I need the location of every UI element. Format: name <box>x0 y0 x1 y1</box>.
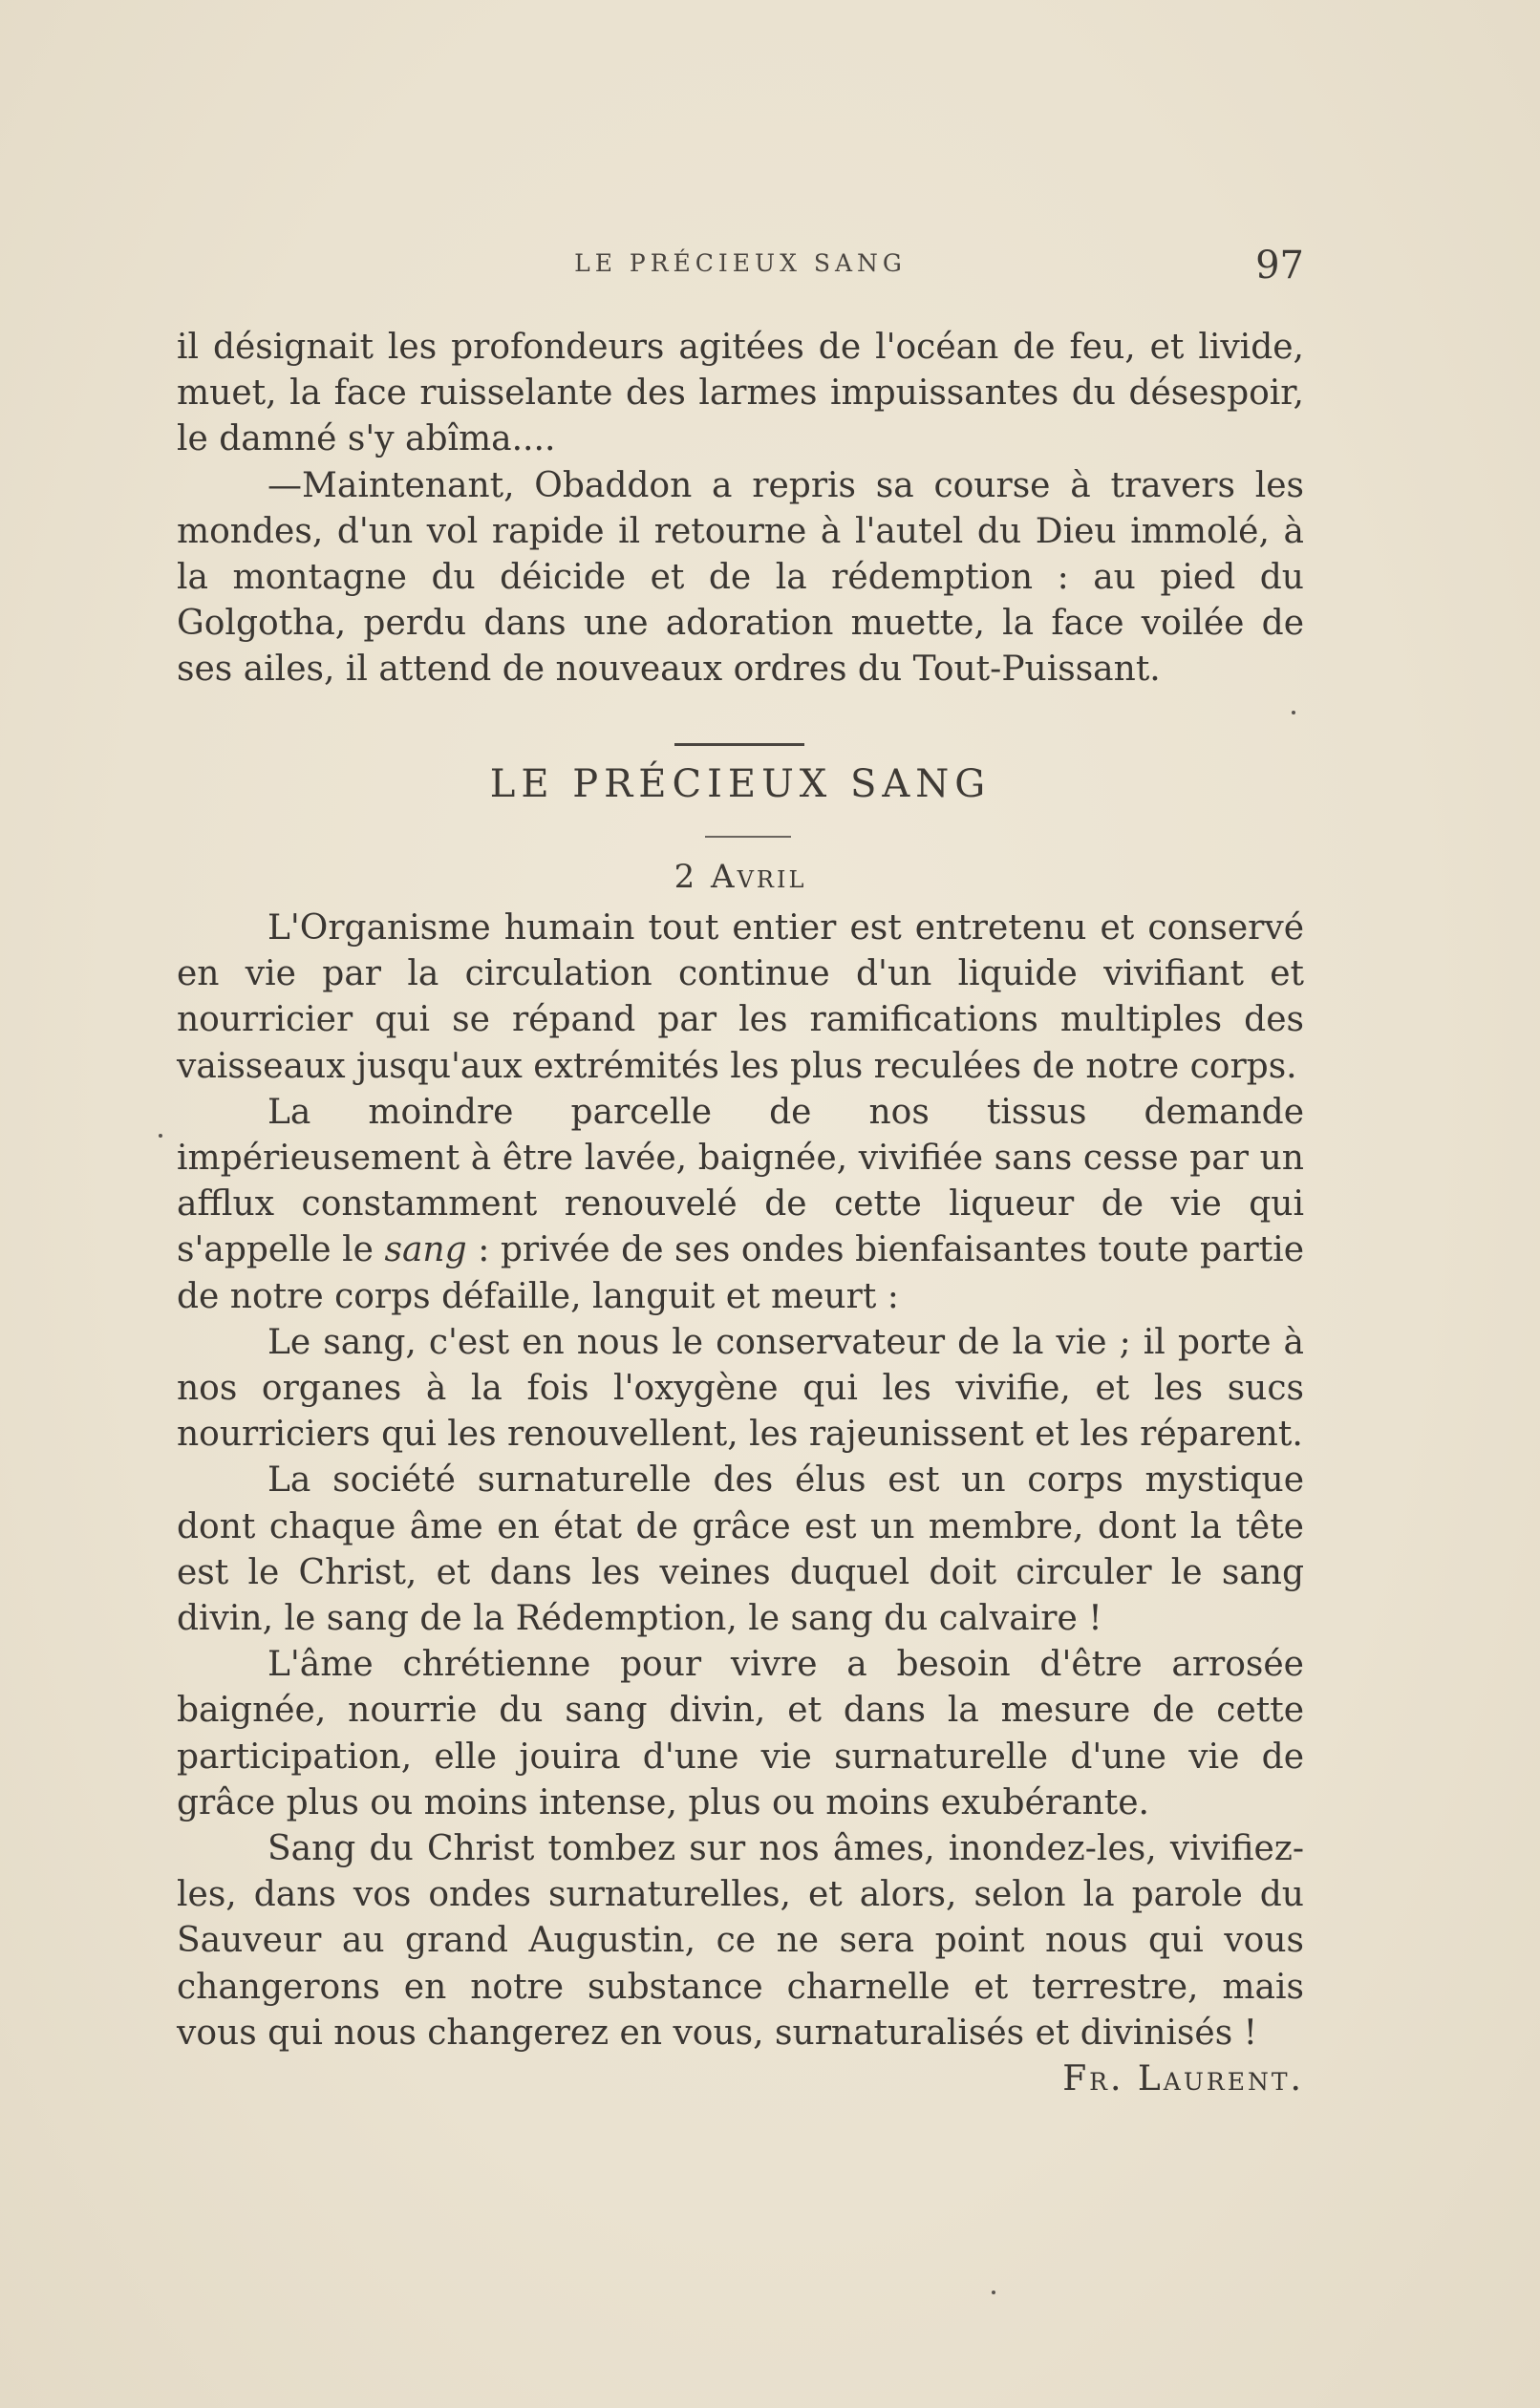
running-header <box>177 244 1304 291</box>
title-underline <box>705 836 791 838</box>
article-paragraph-3: Le sang, c'est en nous le conservateur de la vie ; il porte à nos organes à la fois l'oxygène qui les vivifie, et les sucs nourriciers qui les renouvellent, les rajeunissent et les réparent. <box>177 1322 1304 1455</box>
continuation-paragraph-1: il désignait les profondeurs agitées de l'océan de feu, et livide, muet, la face ruisselante des larmes impuissantes du désespoir, le damné s'y abîma.... <box>177 328 1304 459</box>
ink-speck <box>1292 711 1295 714</box>
running-title: LE PRÉCIEUX SANG <box>574 249 907 277</box>
article-paragraph-6: Sang du Christ tombez sur nos âmes, inondez-les, vivifiez-les, dans vos ondes surnaturelles, et alors, selon la parole du Sauveur au grand Augustin, ce ne sera point nous qui vous changerons en notre substance charnelle et terrestre, mais vous qui nous changerez en vous, surnaturalisés et divinisés ! <box>177 1829 1304 2053</box>
ink-speck <box>992 2291 995 2294</box>
article-paragraph-2-start: La moindre parcelle de nos tissus demande impérieusement à être lavée, baignée, vivifiée sans cesse par un afflux constamment renouvelé de cette liqueur de vie qui s'appelle le <box>177 1092 1304 1270</box>
ink-speck <box>159 1134 162 1138</box>
page-number: 97 <box>1255 244 1304 288</box>
article-paragraph-2-end: : privée de ses ondes bienfaisantes toute partie de notre corps défaille, languit et meurt : <box>177 1230 1305 1316</box>
author-signature: Fr. Laurent. <box>1062 2059 1304 2099</box>
article-paragraph-5: L'âme chrétienne pour vivre a besoin d'être arrosée baignée, nourrie du sang divin, et dans la mesure de cette participation, elle jouira d'une vie surnaturelle d'une vie de grâce plus ou moins intense, plus ou moins exubérante. <box>177 1645 1304 1822</box>
section-divider <box>674 743 804 746</box>
continuation-text <box>177 325 1304 693</box>
section-date: 2 Avril <box>674 858 807 896</box>
article-paragraph-2 <box>177 1090 1304 1320</box>
article-paragraph-4: La société surnaturelle des élus est un corps mystique dont chaque âme en état de grâce est un membre, dont la tête est le Christ, et dans les veines duquel doit circuler le sang divin, le sang de la Rédemption, le sang du calvaire ! <box>177 1460 1304 1639</box>
section-title: LE PRÉCIEUX SANG <box>489 762 992 806</box>
italic-word-sang: sang <box>384 1230 467 1270</box>
article-body <box>177 906 1304 2102</box>
continuation-paragraph-2: —Maintenant, Obaddon a repris sa course à travers les mondes, d'un vol rapide il retourne à l'autel du Dieu immolé, à la montagne du déicide et de la rédemption : au pied du Golgotha, perdu dans une adoration muette, la face voilée de ses ailes, il attend de nouveaux ordres du Tout-Puissant. <box>177 465 1304 690</box>
article-paragraph-1: L'Organisme humain tout entier est entretenu et conservé en vie par la circulation continue d'un liquide vivifiant et nourricier qui se répand par les ramifications multiples des vaisseaux jusqu'aux extrémités les plus reculées de notre corps. <box>177 908 1304 1086</box>
